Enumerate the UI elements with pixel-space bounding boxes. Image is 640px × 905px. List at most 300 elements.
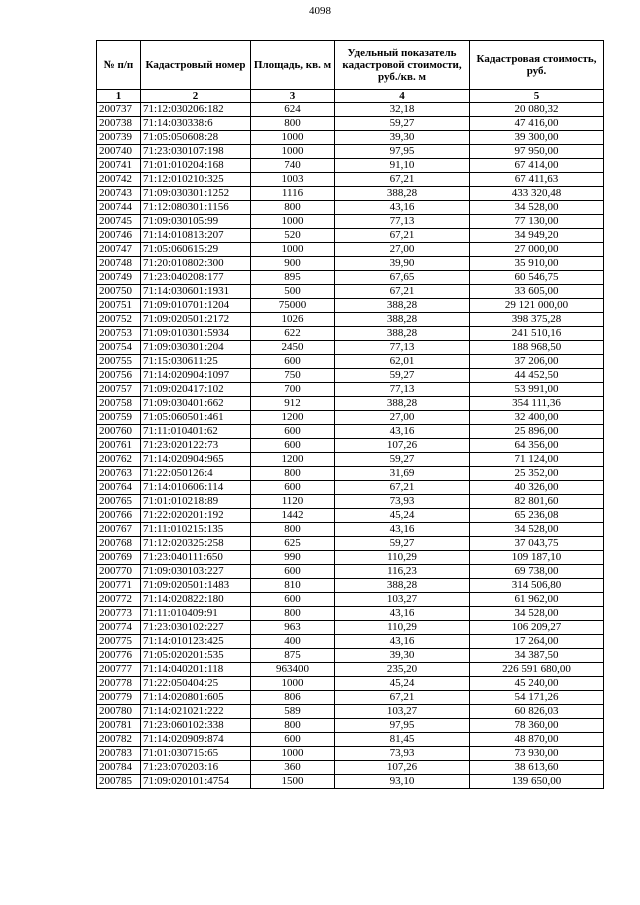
cadastral-value-cell: 34 528,00 — [470, 201, 604, 215]
cadastral-number-cell: 71:09:030301:204 — [141, 341, 251, 355]
table-row — [97, 397, 604, 411]
row-number-cell: 200764 — [97, 481, 141, 495]
header-row-number: № п/п — [97, 41, 141, 90]
cadastral-value-cell: 54 171,26 — [470, 691, 604, 705]
row-number-cell: 200770 — [97, 565, 141, 579]
row-number-cell: 200756 — [97, 369, 141, 383]
unit-rate-cell: 388,28 — [335, 299, 470, 313]
cadastral-number-cell: 71:09:030401:662 — [141, 397, 251, 411]
cadastral-number-cell: 71:14:020904:1097 — [141, 369, 251, 383]
unit-rate-cell: 31,69 — [335, 467, 470, 481]
table-row — [97, 579, 604, 593]
cadastral-value-cell: 60 826,03 — [470, 705, 604, 719]
row-number-cell: 200781 — [97, 719, 141, 733]
row-number-cell: 200757 — [97, 383, 141, 397]
cadastral-value-cell: 433 320,48 — [470, 187, 604, 201]
cadastral-value-cell: 53 991,00 — [470, 383, 604, 397]
column-number-row — [97, 90, 604, 103]
cadastral-number-cell: 71:23:040111:650 — [141, 551, 251, 565]
cadastral-value-cell: 139 650,00 — [470, 775, 604, 789]
table-row — [97, 383, 604, 397]
area-cell: 1000 — [251, 243, 335, 257]
cadastral-value-cell: 61 962,00 — [470, 593, 604, 607]
cadastral-value-cell: 77 130,00 — [470, 215, 604, 229]
cadastral-number-cell: 71:12:030206:182 — [141, 103, 251, 117]
cadastral-value-cell: 73 930,00 — [470, 747, 604, 761]
unit-rate-cell: 39,30 — [335, 131, 470, 145]
area-cell: 75000 — [251, 299, 335, 313]
area-cell: 1003 — [251, 173, 335, 187]
area-cell: 2450 — [251, 341, 335, 355]
table-row — [97, 663, 604, 677]
unit-rate-cell: 91,10 — [335, 159, 470, 173]
area-cell: 589 — [251, 705, 335, 719]
table-row — [97, 439, 604, 453]
cadastral-value-cell: 45 240,00 — [470, 677, 604, 691]
area-cell: 600 — [251, 733, 335, 747]
table-row — [97, 201, 604, 215]
cadastral-number-cell: 71:23:040208:177 — [141, 271, 251, 285]
cadastral-number-cell: 71:23:020122:73 — [141, 439, 251, 453]
table-row — [97, 327, 604, 341]
cadastral-value-cell: 27 000,00 — [470, 243, 604, 257]
row-number-cell: 200769 — [97, 551, 141, 565]
area-cell: 1200 — [251, 453, 335, 467]
cadastral-value-cell: 29 121 000,00 — [470, 299, 604, 313]
row-number-cell: 200778 — [97, 677, 141, 691]
area-cell: 1000 — [251, 747, 335, 761]
header-unit-rate: Удельный показатель кадастровой стоимости, руб./кв. м — [335, 41, 470, 90]
unit-rate-cell: 45,24 — [335, 509, 470, 523]
table-row — [97, 649, 604, 663]
cadastral-number-cell: 71:11:010401:62 — [141, 425, 251, 439]
table-row — [97, 537, 604, 551]
unit-rate-cell: 73,93 — [335, 495, 470, 509]
unit-rate-cell: 116,23 — [335, 565, 470, 579]
row-number-cell: 200759 — [97, 411, 141, 425]
area-cell: 900 — [251, 257, 335, 271]
row-number-cell: 200775 — [97, 635, 141, 649]
unit-rate-cell: 59,27 — [335, 117, 470, 131]
cadastral-number-cell: 71:09:020417:102 — [141, 383, 251, 397]
row-number-cell: 200746 — [97, 229, 141, 243]
area-cell: 600 — [251, 565, 335, 579]
area-cell: 1000 — [251, 145, 335, 159]
unit-rate-cell: 388,28 — [335, 397, 470, 411]
cadastral-number-cell: 71:23:030102:227 — [141, 621, 251, 635]
table-row — [97, 425, 604, 439]
table-row — [97, 761, 604, 775]
cadastral-number-cell: 71:22:050404:25 — [141, 677, 251, 691]
cadastral-number-cell: 71:12:020325:258 — [141, 537, 251, 551]
row-number-cell: 200754 — [97, 341, 141, 355]
row-number-cell: 200761 — [97, 439, 141, 453]
area-cell: 810 — [251, 579, 335, 593]
area-cell: 600 — [251, 355, 335, 369]
cadastral-value-cell: 40 326,00 — [470, 481, 604, 495]
unit-rate-cell: 103,27 — [335, 705, 470, 719]
table-row — [97, 481, 604, 495]
cadastral-number-cell: 71:01:010218:89 — [141, 495, 251, 509]
cadastral-value-cell: 314 506,80 — [470, 579, 604, 593]
unit-rate-cell: 27,00 — [335, 411, 470, 425]
row-number-cell: 200779 — [97, 691, 141, 705]
unit-rate-cell: 97,95 — [335, 719, 470, 733]
cadastral-number-cell: 71:20:010802:300 — [141, 257, 251, 271]
cadastral-value-cell: 32 400,00 — [470, 411, 604, 425]
area-cell: 1026 — [251, 313, 335, 327]
table-row — [97, 131, 604, 145]
unit-rate-cell: 67,65 — [335, 271, 470, 285]
row-number-cell: 200741 — [97, 159, 141, 173]
page-number: 4098 — [309, 5, 331, 17]
unit-rate-cell: 67,21 — [335, 229, 470, 243]
area-cell: 1000 — [251, 215, 335, 229]
cadastral-value-cell: 398 375,28 — [470, 313, 604, 327]
cadastral-number-cell: 71:09:010301:5934 — [141, 327, 251, 341]
row-number-cell: 200784 — [97, 761, 141, 775]
unit-rate-cell: 39,90 — [335, 257, 470, 271]
table-row — [97, 257, 604, 271]
table-row — [97, 719, 604, 733]
area-cell: 963 — [251, 621, 335, 635]
unit-rate-cell: 45,24 — [335, 677, 470, 691]
table-row — [97, 453, 604, 467]
unit-rate-cell: 388,28 — [335, 579, 470, 593]
cadastral-number-cell: 71:09:020101:4754 — [141, 775, 251, 789]
table-row — [97, 145, 604, 159]
row-number-cell: 200747 — [97, 243, 141, 257]
row-number-cell: 200780 — [97, 705, 141, 719]
table-row — [97, 411, 604, 425]
row-number-cell: 200749 — [97, 271, 141, 285]
area-cell: 400 — [251, 635, 335, 649]
column-number: 5 — [470, 90, 604, 103]
cadastral-number-cell: 71:05:020201:535 — [141, 649, 251, 663]
row-number-cell: 200776 — [97, 649, 141, 663]
cadastral-value-cell: 35 910,00 — [470, 257, 604, 271]
row-number-cell: 200768 — [97, 537, 141, 551]
table-row — [97, 299, 604, 313]
cadastral-number-cell: 71:14:021021:222 — [141, 705, 251, 719]
unit-rate-cell: 77,13 — [335, 341, 470, 355]
cadastral-value-cell: 34 528,00 — [470, 523, 604, 537]
unit-rate-cell: 107,26 — [335, 761, 470, 775]
unit-rate-cell: 77,13 — [335, 215, 470, 229]
cadastral-number-cell: 71:11:010215:135 — [141, 523, 251, 537]
cadastral-number-cell: 71:09:030105:99 — [141, 215, 251, 229]
table-row — [97, 565, 604, 579]
cadastral-number-cell: 71:09:030301:1252 — [141, 187, 251, 201]
area-cell: 800 — [251, 467, 335, 481]
unit-rate-cell: 388,28 — [335, 327, 470, 341]
table-row — [97, 215, 604, 229]
area-cell: 800 — [251, 523, 335, 537]
cadastral-number-cell: 71:22:050126:4 — [141, 467, 251, 481]
table-row — [97, 313, 604, 327]
unit-rate-cell: 93,10 — [335, 775, 470, 789]
cadastral-value-cell: 106 209,27 — [470, 621, 604, 635]
cadastral-number-cell: 71:14:010606:114 — [141, 481, 251, 495]
unit-rate-cell: 110,29 — [335, 621, 470, 635]
unit-rate-cell: 39,30 — [335, 649, 470, 663]
row-number-cell: 200771 — [97, 579, 141, 593]
table-row — [97, 173, 604, 187]
cadastral-number-cell: 71:01:030715:65 — [141, 747, 251, 761]
cadastral-number-cell: 71:14:040201:118 — [141, 663, 251, 677]
row-number-cell: 200774 — [97, 621, 141, 635]
unit-rate-cell: 97,95 — [335, 145, 470, 159]
unit-rate-cell: 67,21 — [335, 173, 470, 187]
area-cell: 1200 — [251, 411, 335, 425]
table-row — [97, 775, 604, 789]
cadastral-value-cell: 71 124,00 — [470, 453, 604, 467]
area-cell: 1120 — [251, 495, 335, 509]
cadastral-number-cell: 71:05:050608:28 — [141, 131, 251, 145]
area-cell: 600 — [251, 425, 335, 439]
table-row — [97, 341, 604, 355]
table-row — [97, 677, 604, 691]
row-number-cell: 200751 — [97, 299, 141, 313]
cadastral-number-cell: 71:09:020501:2172 — [141, 313, 251, 327]
cadastral-number-cell: 71:23:070203:16 — [141, 761, 251, 775]
row-number-cell: 200773 — [97, 607, 141, 621]
table-row — [97, 117, 604, 131]
table-row — [97, 621, 604, 635]
row-number-cell: 200783 — [97, 747, 141, 761]
cadastral-value-cell: 34 949,20 — [470, 229, 604, 243]
row-number-cell: 200739 — [97, 131, 141, 145]
cadastral-value-cell: 67 411,63 — [470, 173, 604, 187]
row-number-cell: 200755 — [97, 355, 141, 369]
area-cell: 800 — [251, 117, 335, 131]
unit-rate-cell: 107,26 — [335, 439, 470, 453]
table-row — [97, 229, 604, 243]
cadastral-value-cell: 34 528,00 — [470, 607, 604, 621]
row-number-cell: 200742 — [97, 173, 141, 187]
cadastral-value-cell: 48 870,00 — [470, 733, 604, 747]
cadastral-number-cell: 71:12:010210:325 — [141, 173, 251, 187]
row-number-cell: 200765 — [97, 495, 141, 509]
row-number-cell: 200762 — [97, 453, 141, 467]
cadastral-value-cell: 226 591 680,00 — [470, 663, 604, 677]
table-body — [97, 103, 604, 789]
cadastral-value-cell: 38 613,60 — [470, 761, 604, 775]
unit-rate-cell: 67,21 — [335, 481, 470, 495]
area-cell: 624 — [251, 103, 335, 117]
table-row — [97, 467, 604, 481]
area-cell: 600 — [251, 593, 335, 607]
unit-rate-cell: 32,18 — [335, 103, 470, 117]
unit-rate-cell: 59,27 — [335, 537, 470, 551]
cadastral-number-cell: 71:14:020909:874 — [141, 733, 251, 747]
unit-rate-cell: 43,16 — [335, 523, 470, 537]
cadastral-number-cell: 71:14:010123:425 — [141, 635, 251, 649]
area-cell: 800 — [251, 201, 335, 215]
unit-rate-cell: 388,28 — [335, 187, 470, 201]
cadastral-value-cell: 67 414,00 — [470, 159, 604, 173]
row-number-cell: 200748 — [97, 257, 141, 271]
cadastral-number-cell: 71:09:030103:227 — [141, 565, 251, 579]
row-number-cell: 200737 — [97, 103, 141, 117]
unit-rate-cell: 43,16 — [335, 607, 470, 621]
row-number-cell: 200750 — [97, 285, 141, 299]
table-row — [97, 369, 604, 383]
header-row — [97, 41, 604, 90]
cadastral-number-cell: 71:15:030611:25 — [141, 355, 251, 369]
cadastral-value-cell: 47 416,00 — [470, 117, 604, 131]
header-cadastral-value: Кадастровая стоимость, руб. — [470, 41, 604, 90]
row-number-cell: 200760 — [97, 425, 141, 439]
cadastral-value-cell: 44 452,50 — [470, 369, 604, 383]
row-number-cell: 200766 — [97, 509, 141, 523]
cadastral-value-cell: 69 738,00 — [470, 565, 604, 579]
cadastral-number-cell: 71:09:020501:1483 — [141, 579, 251, 593]
cadastral-value-cell: 354 111,36 — [470, 397, 604, 411]
cadastral-value-table — [96, 40, 604, 789]
row-number-cell: 200752 — [97, 313, 141, 327]
table-row — [97, 495, 604, 509]
area-cell: 1116 — [251, 187, 335, 201]
unit-rate-cell: 73,93 — [335, 747, 470, 761]
column-number: 1 — [97, 90, 141, 103]
cadastral-number-cell: 71:23:030107:198 — [141, 145, 251, 159]
cadastral-number-cell: 71:14:010813:207 — [141, 229, 251, 243]
row-number-cell: 200782 — [97, 733, 141, 747]
table-row — [97, 285, 604, 299]
cadastral-number-cell: 71:01:010204:168 — [141, 159, 251, 173]
cadastral-number-cell: 71:14:020904:965 — [141, 453, 251, 467]
table-row — [97, 635, 604, 649]
unit-rate-cell: 43,16 — [335, 201, 470, 215]
unit-rate-cell: 77,13 — [335, 383, 470, 397]
header-area: Площадь, кв. м — [251, 41, 335, 90]
table-row — [97, 733, 604, 747]
table-row — [97, 159, 604, 173]
area-cell: 625 — [251, 537, 335, 551]
area-cell: 1000 — [251, 131, 335, 145]
area-cell: 520 — [251, 229, 335, 243]
cadastral-value-cell: 109 187,10 — [470, 551, 604, 565]
cadastral-value-cell: 34 387,50 — [470, 649, 604, 663]
row-number-cell: 200753 — [97, 327, 141, 341]
cadastral-value-cell: 37 206,00 — [470, 355, 604, 369]
cadastral-number-cell: 71:14:030601:1931 — [141, 285, 251, 299]
row-number-cell: 200763 — [97, 467, 141, 481]
area-cell: 800 — [251, 607, 335, 621]
table-row — [97, 103, 604, 117]
cadastral-number-cell: 71:12:080301:1156 — [141, 201, 251, 215]
cadastral-value-cell: 25 896,00 — [470, 425, 604, 439]
area-cell: 500 — [251, 285, 335, 299]
unit-rate-cell: 103,27 — [335, 593, 470, 607]
unit-rate-cell: 43,16 — [335, 425, 470, 439]
area-cell: 800 — [251, 719, 335, 733]
row-number-cell: 200785 — [97, 775, 141, 789]
table-row — [97, 523, 604, 537]
unit-rate-cell: 59,27 — [335, 369, 470, 383]
table-row — [97, 355, 604, 369]
table-row — [97, 271, 604, 285]
area-cell: 1000 — [251, 677, 335, 691]
area-cell: 990 — [251, 551, 335, 565]
unit-rate-cell: 235,20 — [335, 663, 470, 677]
area-cell: 1442 — [251, 509, 335, 523]
area-cell: 806 — [251, 691, 335, 705]
column-number: 4 — [335, 90, 470, 103]
cadastral-value-cell: 82 801,60 — [470, 495, 604, 509]
table-row — [97, 187, 604, 201]
cadastral-value-cell: 17 264,00 — [470, 635, 604, 649]
area-cell: 963400 — [251, 663, 335, 677]
table-row — [97, 593, 604, 607]
area-cell: 895 — [251, 271, 335, 285]
unit-rate-cell: 388,28 — [335, 313, 470, 327]
cadastral-value-cell: 241 510,16 — [470, 327, 604, 341]
cadastral-number-cell: 71:05:060501:461 — [141, 411, 251, 425]
area-cell: 740 — [251, 159, 335, 173]
cadastral-number-cell: 71:14:020822:180 — [141, 593, 251, 607]
cadastral-value-cell: 188 968,50 — [470, 341, 604, 355]
table-row — [97, 551, 604, 565]
cadastral-value-cell: 25 352,00 — [470, 467, 604, 481]
cadastral-value-cell: 39 300,00 — [470, 131, 604, 145]
area-cell: 912 — [251, 397, 335, 411]
cadastral-value-cell: 33 605,00 — [470, 285, 604, 299]
table-row — [97, 509, 604, 523]
cadastral-number-cell: 71:14:030338:6 — [141, 117, 251, 131]
table-row — [97, 705, 604, 719]
row-number-cell: 200767 — [97, 523, 141, 537]
column-number: 3 — [251, 90, 335, 103]
header-cadastral-number: Кадастровый номер — [141, 41, 251, 90]
area-cell: 360 — [251, 761, 335, 775]
cadastral-value-cell: 37 043,75 — [470, 537, 604, 551]
cadastral-number-cell: 71:11:010409:91 — [141, 607, 251, 621]
row-number-cell: 200772 — [97, 593, 141, 607]
row-number-cell: 200777 — [97, 663, 141, 677]
cadastral-number-cell: 71:23:060102:338 — [141, 719, 251, 733]
unit-rate-cell: 110,29 — [335, 551, 470, 565]
area-cell: 622 — [251, 327, 335, 341]
area-cell: 700 — [251, 383, 335, 397]
table-row — [97, 607, 604, 621]
cadastral-value-cell: 97 950,00 — [470, 145, 604, 159]
cadastral-number-cell: 71:05:060615:29 — [141, 243, 251, 257]
unit-rate-cell: 59,27 — [335, 453, 470, 467]
cadastral-value-cell: 60 546,75 — [470, 271, 604, 285]
cadastral-number-cell: 71:22:020201:192 — [141, 509, 251, 523]
row-number-cell: 200740 — [97, 145, 141, 159]
unit-rate-cell: 81,45 — [335, 733, 470, 747]
cadastral-value-cell: 65 236,08 — [470, 509, 604, 523]
unit-rate-cell: 67,21 — [335, 285, 470, 299]
table-row — [97, 691, 604, 705]
table-row — [97, 243, 604, 257]
column-number: 2 — [141, 90, 251, 103]
row-number-cell: 200758 — [97, 397, 141, 411]
cadastral-value-cell: 78 360,00 — [470, 719, 604, 733]
row-number-cell: 200743 — [97, 187, 141, 201]
unit-rate-cell: 62,01 — [335, 355, 470, 369]
cadastral-number-cell: 71:09:010701:1204 — [141, 299, 251, 313]
unit-rate-cell: 67,21 — [335, 691, 470, 705]
row-number-cell: 200745 — [97, 215, 141, 229]
area-cell: 875 — [251, 649, 335, 663]
area-cell: 600 — [251, 439, 335, 453]
area-cell: 600 — [251, 481, 335, 495]
area-cell: 1500 — [251, 775, 335, 789]
